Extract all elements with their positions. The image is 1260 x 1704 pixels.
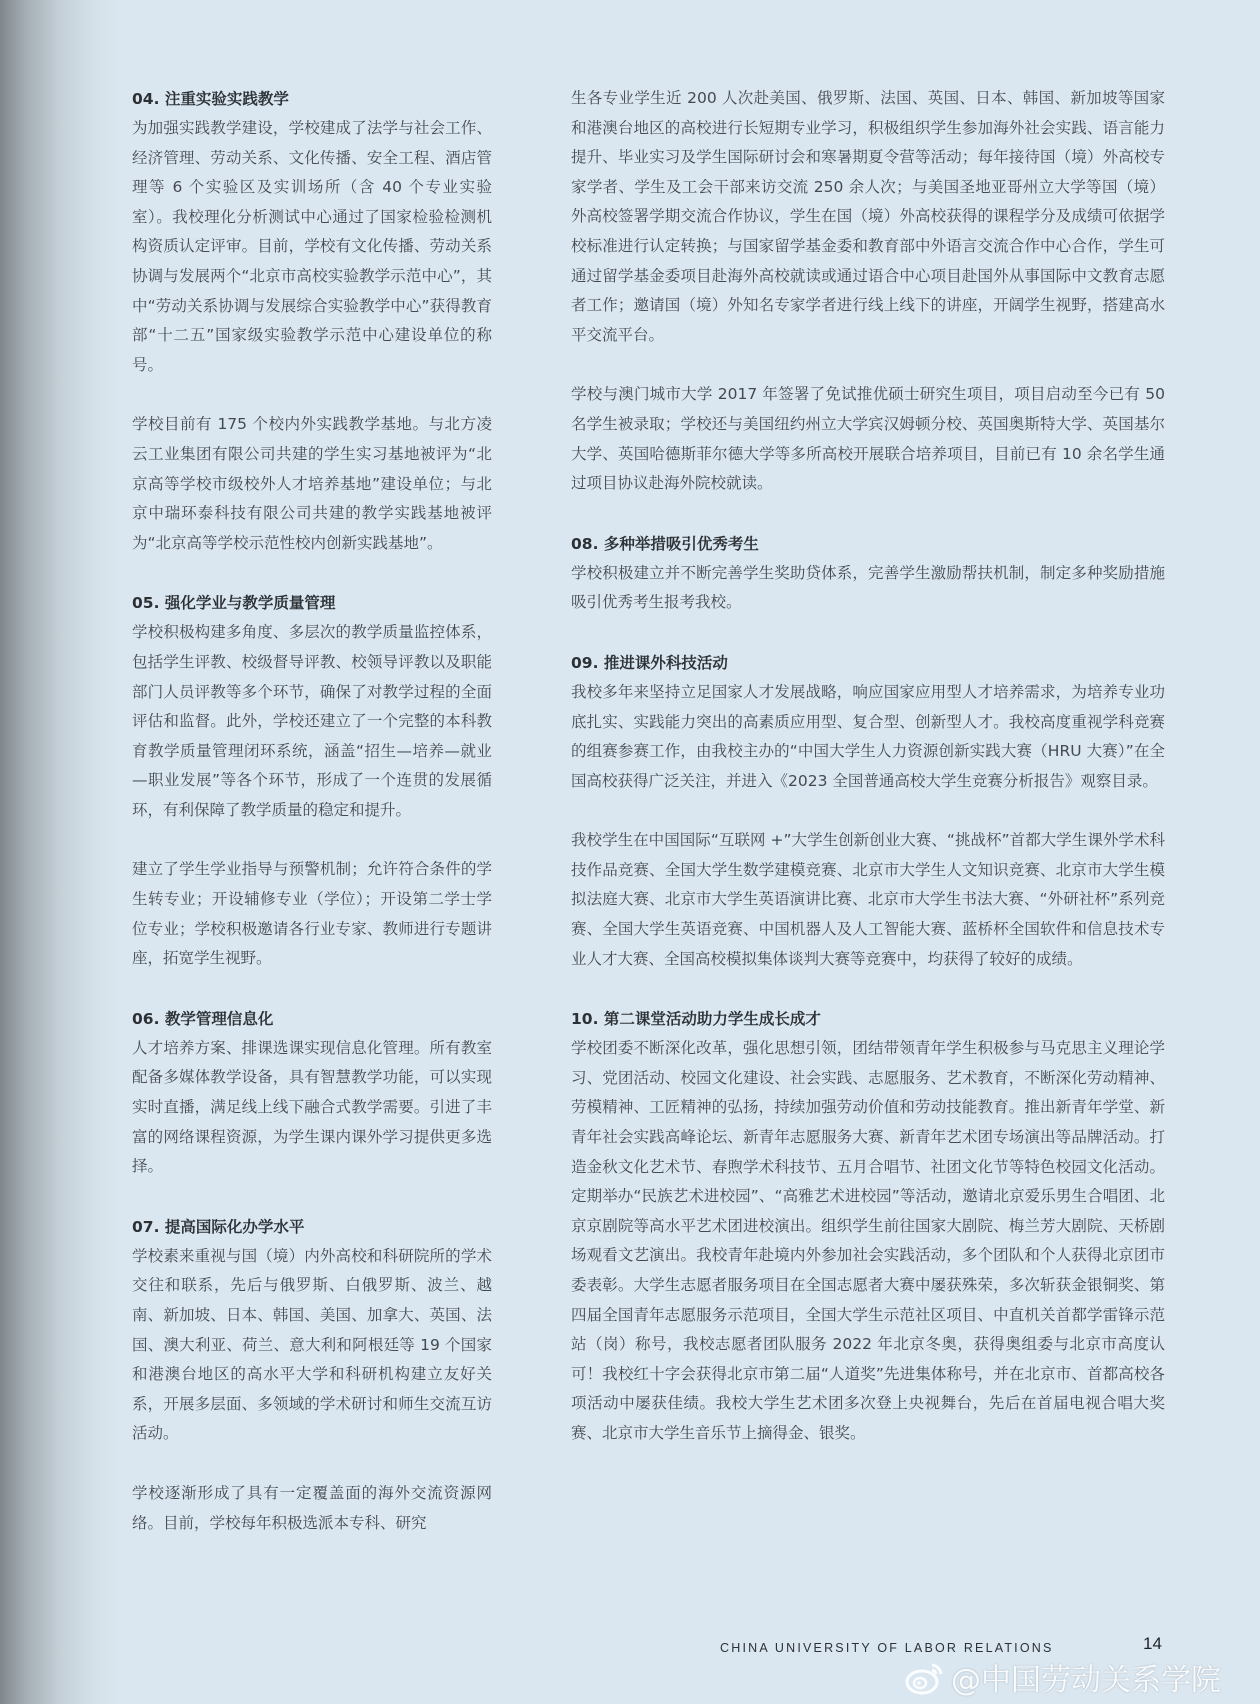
paragraph: 学校积极构建多角度、多层次的教学质量监控体系，包括学生评教、校级督导评教、校领导评教以及职能部门人员评教等多个环节，确保了对教学过程的全面评估和监督。此外，学校还建立了一个完整的本科教育教学质量管理闭环系统，涵盖“招生—培养—就业—职业发展”等各个环节，形成了一个连贯的发展循环，有利保障了教学质量的稳定和提升。	[132, 623, 492, 819]
section-06	[132, 1004, 492, 1182]
section-10	[571, 1004, 1165, 1448]
footer-university-name: CHINA UNIVERSITY OF LABOR RELATIONS	[720, 1641, 1054, 1655]
section-title: 09. 推进课外科技活动	[571, 653, 728, 672]
weibo-watermark	[905, 1655, 1221, 1699]
paragraph: 学校素来重视与国（境）内外高校和科研院所的学术交往和联系，先后与俄罗斯、白俄罗斯、波兰、越南、新加坡、日本、韩国、美国、加拿大、英国、法国、澳大利亚、荷兰、意大利和阿根廷等 19 个国家和港澳台地区的高水平大学和科研机构建立友好关系，开展多层面、多领域的学术研讨和师生交流互访活动。	[132, 1246, 492, 1443]
watermark-text: @中国劳动关系学院	[951, 1663, 1221, 1698]
section-08	[571, 529, 1165, 618]
section-04	[132, 84, 492, 558]
left-column	[132, 84, 492, 1568]
section-07-continued	[571, 84, 1165, 499]
right-column	[571, 84, 1165, 1479]
weibo-icon	[905, 1659, 945, 1695]
section-05	[132, 588, 492, 974]
paragraph: 学校逐渐形成了具有一定覆盖面的海外交流资源网络。目前，学校每年积极选派本专科、研究	[132, 1483, 492, 1532]
section-09	[571, 648, 1165, 974]
paragraph: 我校学生在中国国际“互联网 +”大学生创新创业大赛、“挑战杯”首都大学生课外学术科技作品竞赛、全国大学生数学建模竞赛、北京市大学生人文知识竞赛、北京市大学生模拟法庭大赛、北京市大学生英语演讲比赛、北京市大学生书法大赛、“外研社杯”系列竞赛、全国大学生英语竞赛、中国机器人及人工智能大赛、蓝桥杯全国软件和信息技术专业人才大赛、全国高校模拟集体谈判大赛等竞赛中，均获得了较好的成绩。	[571, 831, 1165, 968]
paragraph: 我校多年来坚持立足国家人才发展战略，响应国家应用型人才培养需求，为培养专业功底扎实、实践能力突出的高素质应用型、复合型、创新型人才。我校高度重视学科竞赛的组赛参赛工作，由我校主办的“中国大学生人力资源创新实践大赛（HRU 大赛）”在全国高校获得广泛关注，并进入《2023 全国普通高校大学生竞赛分析报告》观察目录。	[571, 682, 1165, 790]
page-number: 14	[1143, 1634, 1162, 1653]
section-07	[132, 1212, 492, 1538]
paragraph: 建立了学生学业指导与预警机制；允许符合条件的学生转专业；开设辅修专业（学位）；开设第二学士学位专业；学校积极邀请各行业专家、教师进行专题讲座，拓宽学生视野。	[132, 860, 492, 968]
section-title: 07. 提高国际化办学水平	[132, 1217, 305, 1236]
section-title: 08. 多种举措吸引优秀考生	[571, 534, 759, 553]
section-title: 04. 注重实验实践教学	[132, 90, 289, 108]
paragraph: 学校与澳门城市大学 2017 年签署了免试推优硕士研究生项目，项目启动至今已有 50 名学生被录取；学校还与美国纽约州立大学宾汉姆顿分校、英国奥斯特大学、英国基尔大学、英国哈德斯菲尔德大学等多所高校开展联合培养项目，目前已有 10 余名学生通过项目协议赴海外院校就读。	[571, 385, 1165, 493]
page-spine-shadow	[0, 0, 120, 1704]
section-title: 05. 强化学业与教学质量管理	[132, 594, 336, 613]
paragraph: 学校团委不断深化改革，强化思想引领，团结带领青年学生积极参与马克思主义理论学习、党团活动、校园文化建设、社会实践、志愿服务、艺术教育，不断深化劳动精神、劳模精神、工匠精神的弘扬，持续加强劳动价值和劳动技能教育。推出新青年学堂、新青年社会实践高峰论坛、新青年志愿服务大赛、新青年艺术团专场演出等品牌活动。打造金秋文化艺术节、春煦学术科技节、五月合唱节、社团文化节等特色校园文化活动。定期举办“民族艺术进校园”、“高雅艺术进校园”等活动，邀请北京爱乐男生合唱团、北京京剧院等高水平艺术团进校演出。组织学生前往国家大剧院、梅兰芳大剧院、天桥剧场观看文艺演出。我校青年赴境内外参加社会实践活动，多个团队和个人获得北京团市委表彰。大学生志愿者服务项目在全国志愿者大赛中屡获殊荣，多次斩获金银铜奖、第四届全国青年志愿服务示范项目，全国大学生示范社区项目、中直机关首都学雷锋示范站（岗）称号，我校志愿者团队服务 2022 年北京冬奥，获得奥组委与北京市高度认可！我校红十字会获得北京市第二届“人道奖”先进集体称号，并在北京市、首都高校各项活动中屡获佳绩。我校大学生艺术团多次登上央视舞台，先后在首届电视合唱大奖赛、北京市大学生音乐节上摘得金、银奖。	[571, 1039, 1165, 1442]
section-title: 06. 教学管理信息化	[132, 1009, 274, 1028]
paragraph: 为加强实践教学建设，学校建成了法学与社会工作、经济管理、劳动关系、文化传播、安全工程、酒店管理等 6 个实验区及实训场所（含 40 个专业实验室）。我校理化分析测试中心通过了国家检验检测机构资质认定评审。目前，学校有文化传播、劳动关系协调与发展两个“北京市高校实验教学示范中心”，其中“劳动关系协调与发展综合实验教学中心”获得教育部“十二五”国家级实验教学示范中心建设单位的称号。	[132, 119, 492, 374]
paragraph: 人才培养方案、排课选课实现信息化管理。所有教室配备多媒体教学设备，具有智慧教学功能，可以实现实时直播，满足线上线下融合式教学需要。引进了丰富的网络课程资源，为学生课内课外学习提供更多选择。	[132, 1038, 492, 1176]
section-title: 10. 第二课堂活动助力学生成长成才	[571, 1010, 821, 1029]
paragraph: 学校目前有 175 个校内外实践教学基地。与北方凌云工业集团有限公司共建的学生实习基地被评为“北京高等学校市级校外人才培养基地”建设单位；与北京中瑞环泰科技有限公司共建的教学实践基地被评为“北京高等学校示范性校内创新实践基地”。	[132, 415, 492, 552]
paragraph: 生各专业学生近 200 人次赴美国、俄罗斯、法国、英国、日本、韩国、新加坡等国家和港澳台地区的高校进行长短期专业学习，积极组织学生参加海外社会实践、语言能力提升、毕业实习及学生国际研讨会和寒暑期夏令营等活动；每年接待国（境）外高校专家学者、学生及工会干部来访交流 250 余人次；与美国圣地亚哥州立大学等国（境）外高校签署学期交流合作协议，学生在国（境）外高校获得的课程学分及成绩可依据学校标准进行认定转换；与国家留学基金委和教育部中外语言交流合作中心合作，学生可通过留学基金委项目赴海外高校就读或通过语合中心项目赴国外从事国际中文教育志愿者工作；邀请国（境）外知名专家学者进行线上线下的讲座，开阔学生视野，搭建高水平交流平台。	[571, 89, 1165, 344]
paragraph: 学校积极建立并不断完善学生奖助贷体系，完善学生激励帮扶机制，制定多种奖励措施吸引优秀考生报考我校。	[571, 563, 1165, 612]
